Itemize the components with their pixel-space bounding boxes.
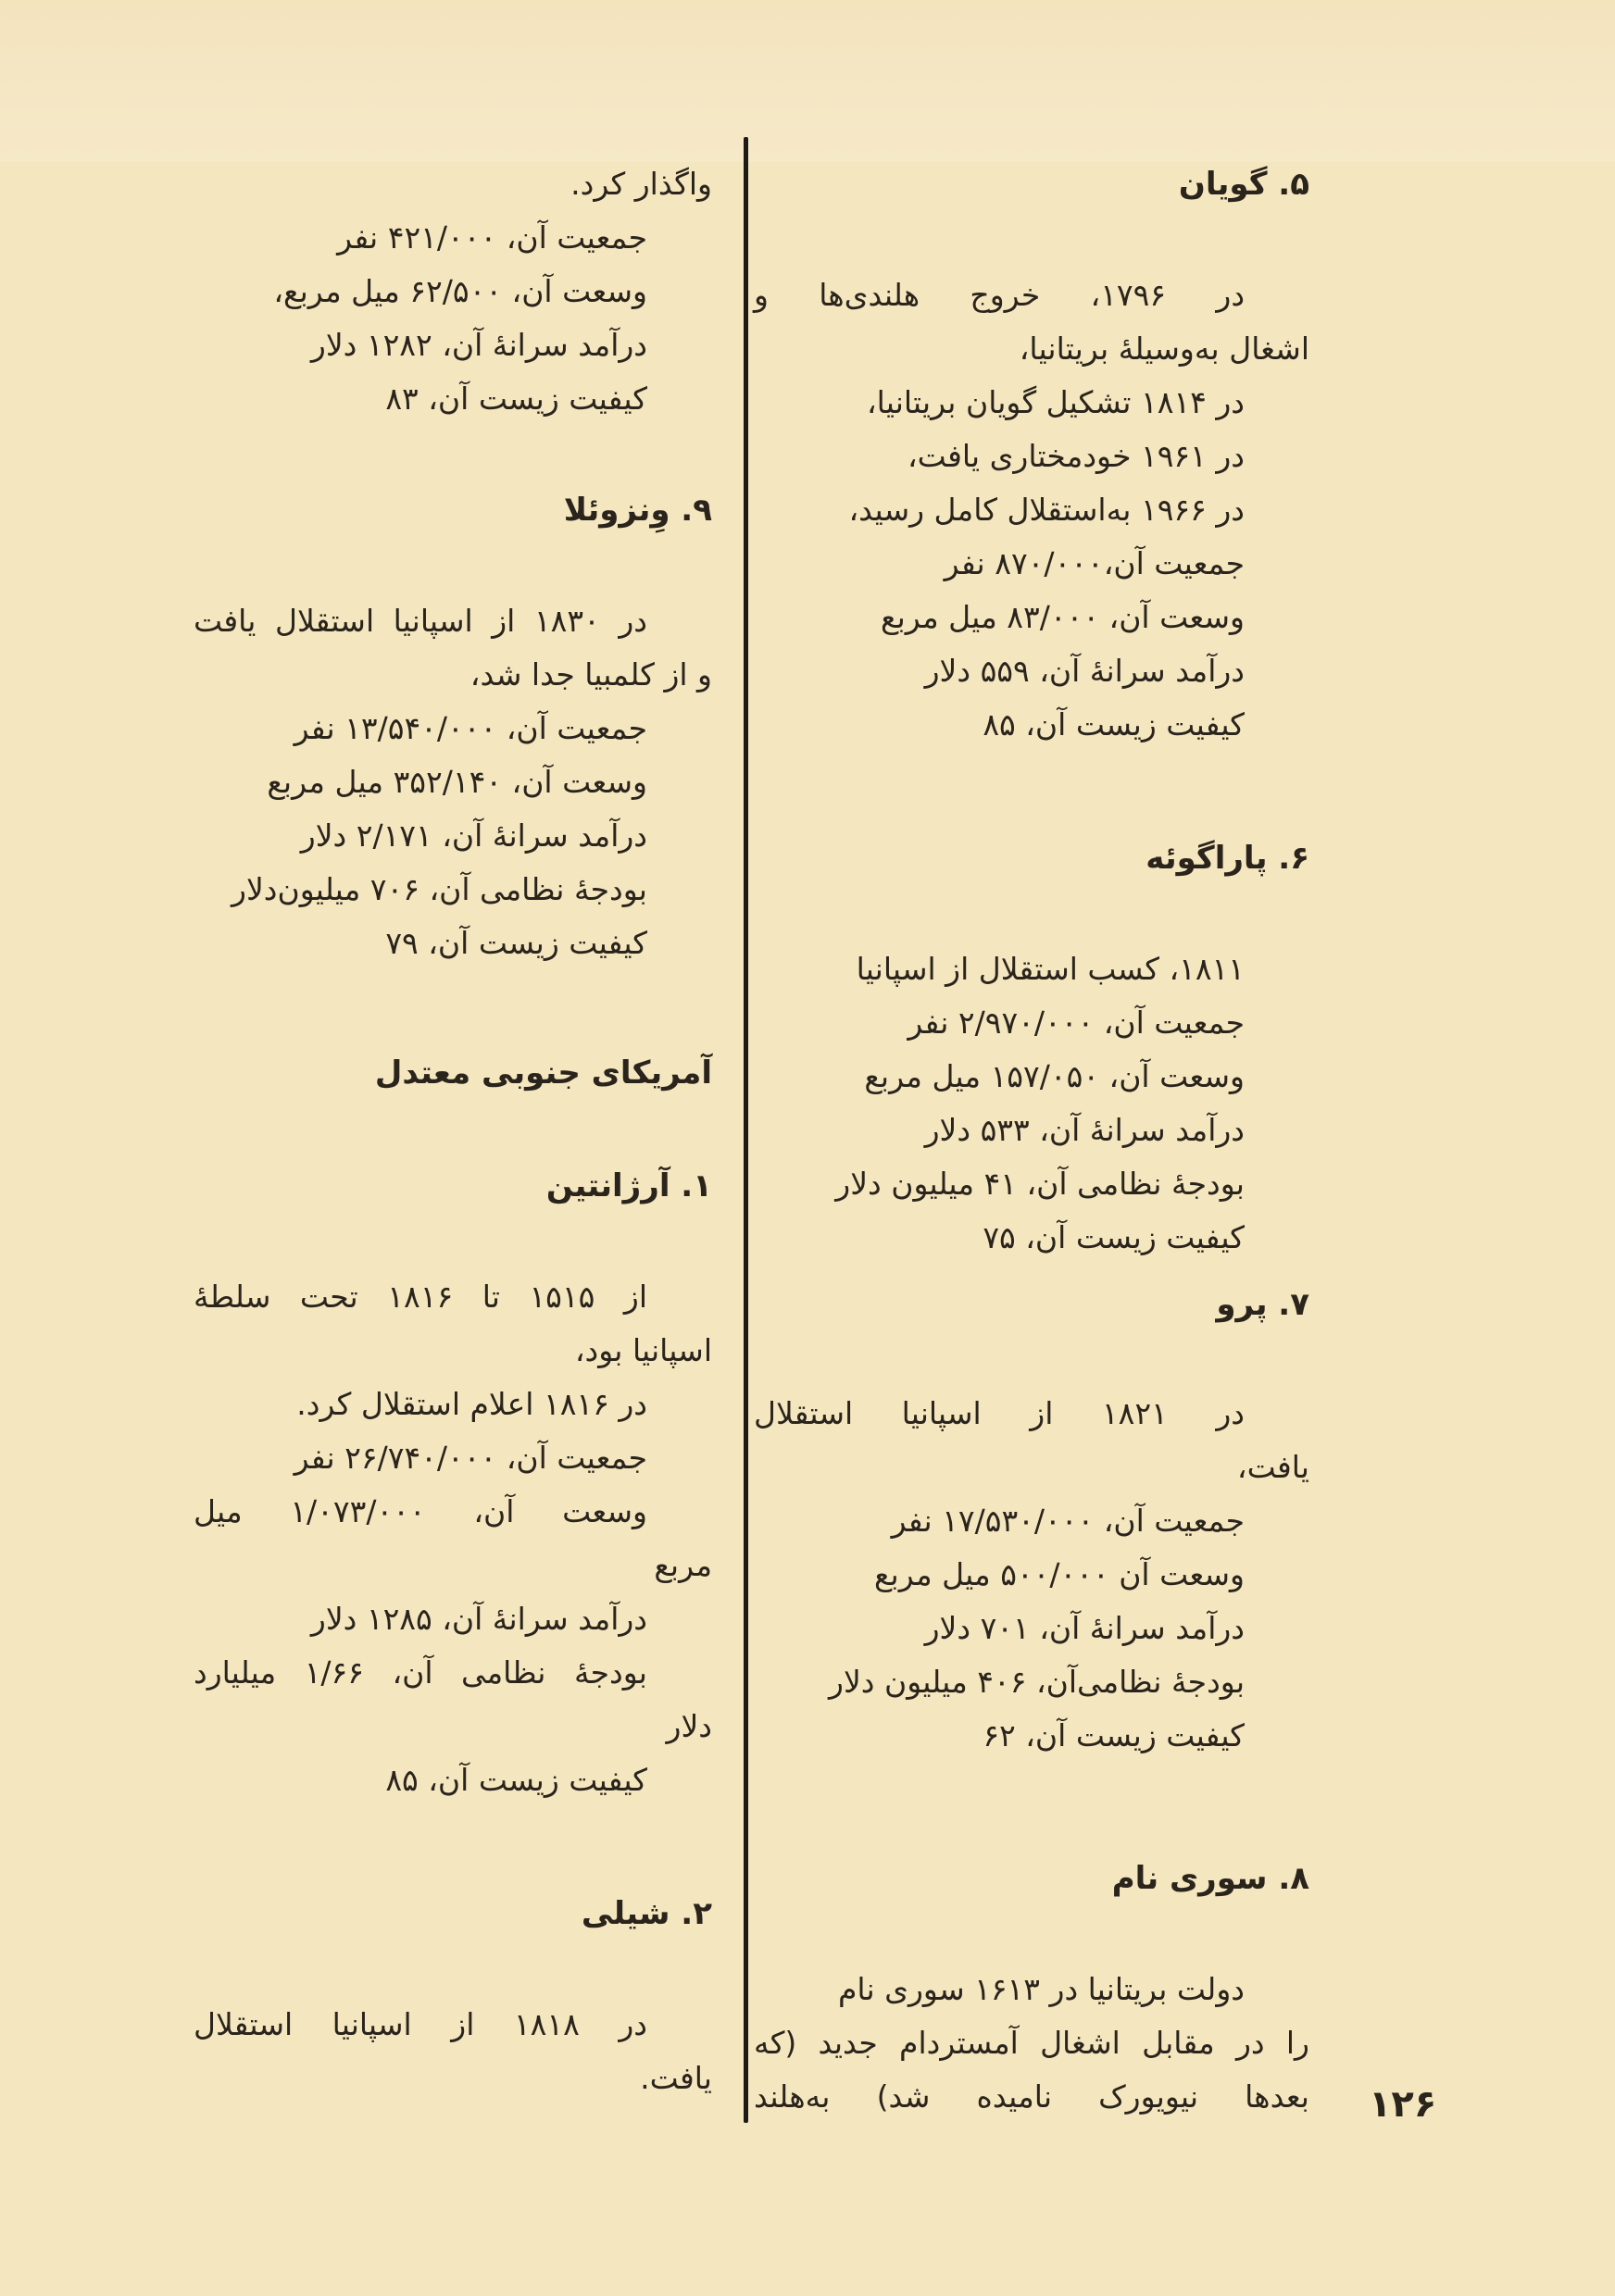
text-line: درآمد سرانهٔ آن، ۲/۱۷۱ دلار — [300, 817, 647, 854]
text-line: را در مقابل اشغال آمستردام جدید (که — [754, 2025, 1309, 2061]
text-line: و از کلمبیا جدا شد، — [469, 656, 712, 693]
section-heading-guyana: ۵. گویان — [1178, 166, 1309, 203]
text-line: جمعیت آن، ۴۲۱/۰۰۰ نفر — [337, 219, 647, 256]
text-line: کیفیت زیست آن، ۸۵ — [385, 1762, 647, 1798]
text-line: وسعت آن، ۶۲/۵۰۰ میل مربع، — [273, 273, 647, 309]
text-line: جمعیت آن،۸۷۰/۰۰۰ نفر — [944, 545, 1245, 581]
text-line: یافت. — [640, 2060, 712, 2096]
section-heading-chile: ۲. شیلی — [581, 1895, 712, 1932]
text-line: درآمد سرانهٔ آن، ۱۲۸۵ دلار — [310, 1601, 647, 1637]
text-line: جمعیت آن، ۲/۹۷۰/۰۰۰ نفر — [908, 1004, 1245, 1041]
text-line: اشغال به‌وسیلهٔ بریتانیا، — [1019, 331, 1309, 367]
text-line: کیفیت زیست آن، ۶۲ — [983, 1717, 1245, 1753]
suriname-continued — [194, 157, 712, 426]
argentina-body — [194, 1270, 712, 1807]
text-line: کیفیت زیست آن، ۸۳ — [385, 381, 647, 417]
text-line: درآمد سرانهٔ آن، ۷۰۱ دلار — [924, 1610, 1245, 1646]
text-line: جمعیت آن، ۲۶/۷۴۰/۰۰۰ نفر — [294, 1440, 647, 1476]
suriname-body — [754, 1963, 1309, 2124]
guyana-body — [754, 268, 1309, 752]
text-line: در ۱۸۱۶ اعلام استقلال کرد. — [296, 1386, 647, 1422]
text-line: درآمد سرانهٔ آن، ۵۳۳ دلار — [924, 1112, 1245, 1148]
text-line: بودجهٔ نظامی‌آن، ۴۰۶ میلیون دلار — [829, 1664, 1245, 1700]
page-number: ۱۲۶ — [1369, 2083, 1437, 2126]
section-heading-venezuela: ۹. وِنزوئلا — [563, 492, 712, 529]
text-line: مربع — [654, 1547, 712, 1583]
section-title: آمریکای جنوبی معتدل — [374, 1054, 712, 1092]
text-line: در ۱۷۹۶، خروج هلندی‌ها و — [754, 277, 1246, 313]
text-line: در ۱۸۱۴ تشکیل گویان بریتانیا، — [867, 384, 1245, 420]
section-heading-paraguay: ۶. پاراگوئه — [1146, 840, 1309, 877]
argentina-section — [194, 1159, 712, 1213]
text-line: دلار — [666, 1708, 712, 1744]
text-line: بودجهٔ نظامی آن، ۴۱ میلیون دلار — [835, 1166, 1245, 1202]
text-line: درآمد سرانهٔ آن، ۵۵۹ دلار — [924, 653, 1245, 689]
text-line: وسعت آن ۵۰۰/۰۰۰ میل مربع — [873, 1556, 1245, 1592]
temperate-south-america — [194, 1046, 712, 1100]
text-line: در ۱۹۶۱ خودمختاری یافت، — [908, 438, 1245, 474]
suriname-section — [754, 1852, 1309, 1905]
venezuela-section — [194, 483, 712, 537]
text-line: کیفیت زیست آن، ۸۵ — [983, 706, 1245, 742]
text-line: در ۱۸۱۸ از اسپانیا استقلال — [194, 2006, 647, 2042]
text-line: وسعت آن، ۱/۰۷۳/۰۰۰ میل — [194, 1493, 647, 1529]
peru-section — [754, 1278, 1309, 1331]
text-line: وسعت آن، ۱۵۷/۰۵۰ میل مربع — [864, 1058, 1245, 1094]
chile-section — [194, 1887, 712, 1940]
text-line: بعدها نیویورک نامیده شد) به‌هلند — [754, 2078, 1309, 2115]
peru-body — [754, 1387, 1309, 1763]
text-line: در ۱۹۶۶ به‌استقلال کامل رسید، — [848, 492, 1245, 528]
text-line: بودجهٔ نظامی آن، ۱/۶۶ میلیارد — [194, 1654, 647, 1691]
text-line: بودجهٔ نظامی آن، ۷۰۶ میلیون‌دلار — [232, 871, 647, 907]
text-line: در ۱۸۳۰ از اسپانیا استقلال یافت — [194, 603, 647, 639]
text-line: کیفیت زیست آن، ۷۵ — [983, 1219, 1245, 1255]
text-line: اسپانیا بود، — [574, 1332, 712, 1368]
column-divider — [744, 137, 748, 2123]
text-line: جمعیت آن، ۱۳/۵۴۰/۰۰۰ نفر — [294, 710, 647, 746]
text-line: وسعت آن، ۸۳/۰۰۰ میل مربع — [881, 599, 1245, 635]
text-line: ۱۸۱۱، کسب استقلال از اسپانیا — [856, 951, 1245, 987]
text-line: کیفیت زیست آن، ۷۹ — [385, 925, 647, 961]
chile-body — [194, 1998, 712, 2105]
venezuela-body — [194, 594, 712, 970]
text-line: واگذار کرد. — [570, 166, 712, 202]
guyana-section — [754, 157, 1309, 211]
paraguay-body — [754, 942, 1309, 1265]
text-line: یافت، — [1236, 1449, 1309, 1485]
text-line: دولت بریتانیا در ۱۶۱۳ سوری نام — [837, 1971, 1245, 2007]
text-line: از ۱۵۱۵ تا ۱۸۱۶ تحت سلطهٔ — [194, 1279, 647, 1315]
text-line: وسعت آن، ۳۵۲/۱۴۰ میل مربع — [267, 764, 647, 800]
text-line: در ۱۸۲۱ از اسپانیا استقلال — [754, 1395, 1245, 1431]
paraguay-section — [754, 831, 1309, 885]
section-heading-peru: ۷. پرو — [1216, 1286, 1309, 1323]
text-line: درآمد سرانهٔ آن، ۱۲۸۲ دلار — [310, 327, 647, 363]
text-line: جمعیت آن، ۱۷/۵۳۰/۰۰۰ نفر — [891, 1503, 1245, 1539]
section-heading-argentina: ۱. آرژانتین — [545, 1167, 712, 1204]
section-heading-suriname: ۸. سوری نام — [1111, 1860, 1309, 1897]
